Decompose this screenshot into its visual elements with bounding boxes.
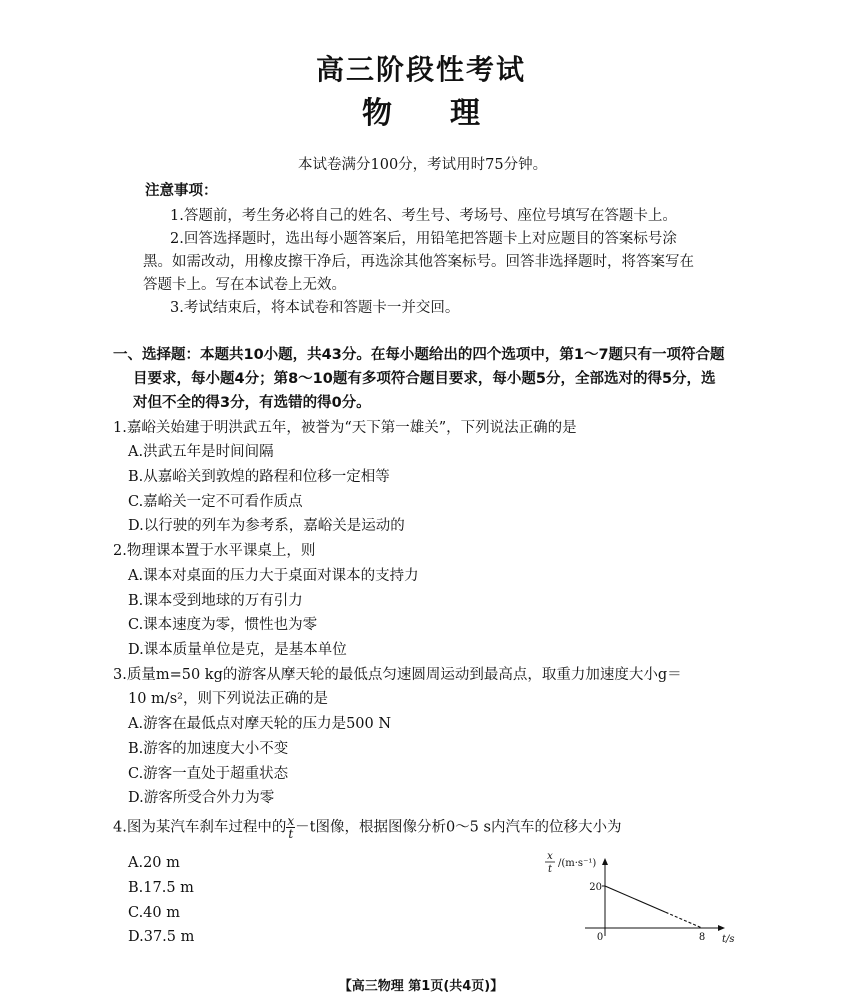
xt-t-graph <box>530 848 740 948</box>
exam-title: 高三阶段性考试 <box>315 53 526 86</box>
section-line-2: 目要求，每小题4分；第8～10题有多项符合题目要求，每小题5分，全部选对的得5分，选 <box>133 371 716 387</box>
q2-option-b: B.课本受到地球的万有引力 <box>128 593 303 609</box>
q1-option-d: D.以行驶的列车为参考系，嘉峪关是运动的 <box>128 518 405 534</box>
y-axis-unit: /(m·s⁻¹) <box>558 858 597 869</box>
q1-option-a: A.洪武五年是时间间隔 <box>128 444 274 460</box>
q3-stem-line-1: 3.质量m=50 kg的游客从摩天轮的最低点匀速圆周运动到最高点，取重力加速度大小g＝ <box>113 667 682 683</box>
notes-line-1: 1.答题前，考生务必将自己的姓名、考生号、考场号、座位号填写在答题卡上。 <box>170 208 677 224</box>
notes-heading: 注意事项： <box>145 183 218 199</box>
x-tick-label: 8 <box>698 932 706 943</box>
q4-stem-before: 4.图为某汽车刹车过程中的 <box>113 819 287 836</box>
y-axis-label-den: t <box>547 864 553 875</box>
origin-label: 0 <box>596 932 604 943</box>
q2-option-d: D.课本质量单位是克，是基本单位 <box>128 642 347 658</box>
q4-fraction <box>286 815 295 840</box>
q1-option-b: B.从嘉峪关到敦煌的路程和位移一定相等 <box>128 469 390 485</box>
q4-option-d: D.37.5 m <box>128 929 195 945</box>
y-axis-label-num: x <box>547 851 553 862</box>
section-line-3: 对但不全的得3分，有选错的得0分。 <box>133 395 371 411</box>
q4-fraction-denominator: t <box>288 827 294 841</box>
q4-stem <box>113 815 621 840</box>
x-axis-label: t/s <box>722 934 735 945</box>
q4-option-a: A.20 m <box>128 855 180 871</box>
q1-stem: 1.嘉峪关始建于明洪武五年，被誉为“天下第一雄关”，下列说法正确的是 <box>113 420 577 436</box>
q4-stem-after: －t图像，根据图像分析0～5 s内汽车的位移大小为 <box>295 819 622 836</box>
page-footer: 【高三物理 第1页(共4页)】 <box>338 979 504 994</box>
q4-fraction-numerator: x <box>287 814 295 828</box>
x-axis-arrow <box>718 925 725 931</box>
exam-intro: 本试卷满分100分，考试用时75分钟。 <box>298 157 548 173</box>
notes-line-2: 2.回答选择题时，选出每小题答案后，用铅笔把答题卡上对应题目的答案标号涂 <box>170 231 677 247</box>
series-line-2 <box>666 912 702 928</box>
q4-option-b: B.17.5 m <box>128 880 194 896</box>
subject-title: 物理 <box>362 96 538 131</box>
series-line-1 <box>605 886 666 912</box>
notes-line-3: 黑。如需改动，用橡皮擦干净后，再选涂其他答案标号。回答非选择题时，将答案写在 <box>143 254 694 270</box>
q3-option-c: C.游客一直处于超重状态 <box>128 766 289 782</box>
q3-stem-line-2: 10 m/s²，则下列说法正确的是 <box>128 691 328 707</box>
q3-option-a: A.游客在最低点对摩天轮的压力是500 N <box>128 716 392 732</box>
q3-option-b: B.游客的加速度大小不变 <box>128 741 289 757</box>
q3-option-d: D.游客所受合外力为零 <box>128 790 275 806</box>
y-tick-label: 20 <box>589 882 602 893</box>
notes-line-5: 3.考试结束后，将本试卷和答题卡一并交回。 <box>170 300 460 316</box>
q2-option-c: C.课本速度为零，惯性也为零 <box>128 617 318 633</box>
q2-stem: 2.物理课本置于水平课桌上，则 <box>113 543 316 559</box>
q4-option-c: C.40 m <box>128 905 180 921</box>
section-line-1: 一、选择题：本题共10小题，共43分。在每小题给出的四个选项中，第1～7题只有一项符合题 <box>113 347 725 363</box>
q1-option-c: C.嘉峪关一定不可看作质点 <box>128 494 303 510</box>
notes-line-4: 答题卡上。写在本试卷上无效。 <box>143 277 346 293</box>
y-axis-arrow <box>602 858 608 865</box>
graph-series <box>602 886 702 928</box>
q2-option-a: A.课本对桌面的压力大于桌面对课本的支持力 <box>128 568 419 584</box>
